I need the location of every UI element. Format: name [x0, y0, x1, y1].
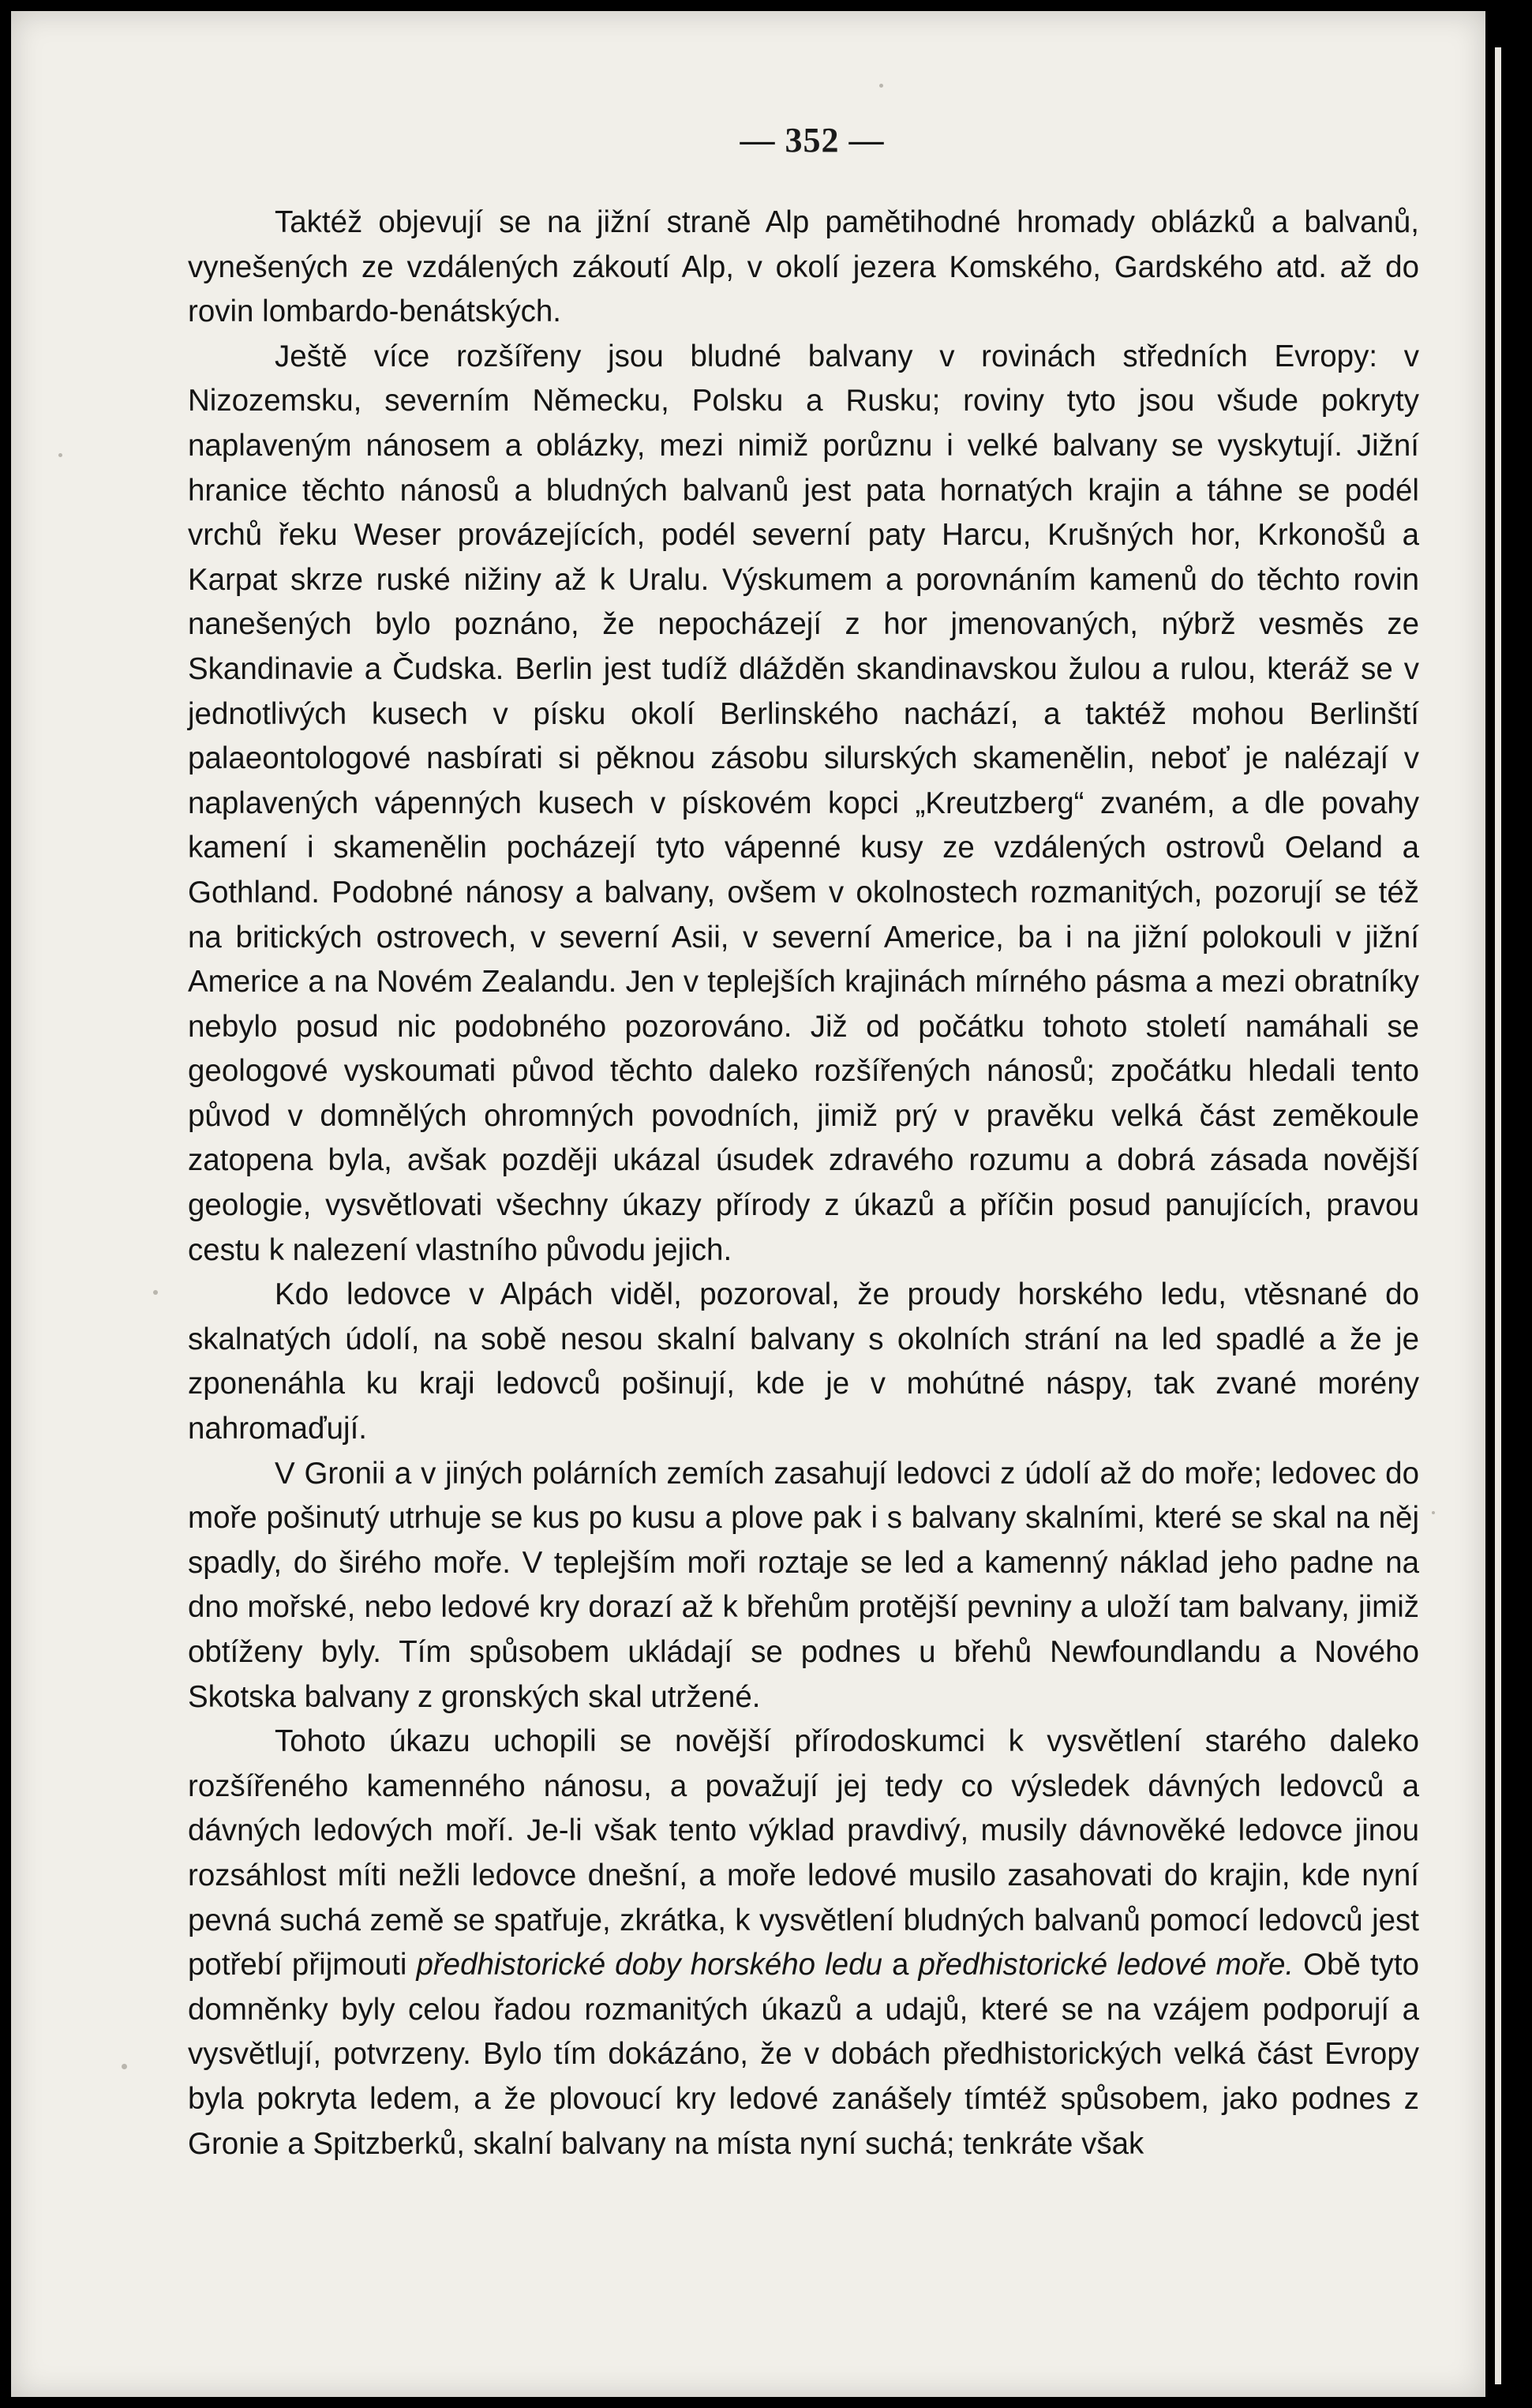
paragraph-text: Obě tyto domněnky byly celou řadou rozmanitých úkazů a udajů, které se na vzájem podporují a vysvětlují, potvrzeny. Bylo tím dokázáno, že v dobách předhistorických velká část Evropy byla pokryta ledem, a že plovoucí kry ledové zanášely tímtéž spůsobem, jako podnes z Gronie a Spitzberků, skalní balvany na místa nyní suchá; tenkráte však	[188, 1948, 1419, 2161]
speck	[153, 1290, 158, 1295]
paragraph	[188, 1720, 1419, 2166]
paragraph: V Gronii a v jiných polárních zemích zasahují ledovci z údolí až do moře; ledovec do moře pošinutý utrhuje se kus po kusu a plove pak i s balvany skalními, které se skal na něj spadly, do širého moře. V teplejším moři roztaje se led a kamenný náklad jeho padne na dno mořské, nebo ledové kry dorazí až k břehům protější pevniny a uloží tam balvany, jimiž obtíženy byly. Tím spůsobem ukládají se podnes u břehů Newfoundlandu a Nového Skotska balvany z gronských skal utržené.	[188, 1456, 1419, 1714]
paragraph: Kdo ledovce v Alpách viděl, pozoroval, že proudy horského ledu, vtěsnané do skalnatých údolí, na sobě nesou skalní balvany s okolních strání na led spadlé a že je zponenáhla ku kraji ledovců pošinují, kde je v mohútné náspy, tak zvané morény nahromaďují.	[188, 1277, 1419, 1446]
speck	[122, 2064, 127, 2069]
paragraph-text: Tohoto úkazu uchopili se novější přírodoskumci k vysvětlení starého daleko rozšířeného kamenného nánosu, a považují jej tedy co výsledek dávných ledovců a dávných ledových moří. Je-li však tento výklad pravdivý, musily dávnověké ledovce jinou rozsáhlost míti nežli ledovce dnešní, a moře ledové musilo zasahovati do krajin, kde nyní pevná suchá země se spatřuje, zkrátka, k vysvětlení bludných balvanů pomocí ledovců jest potřebí přijmouti	[188, 1724, 1419, 1982]
paragraph: Ještě více rozšířeny jsou bludné balvany v rovinách středních Evropy: v Nizozemsku, severním Německu, Polsku a Rusku; roviny tyto jsou všude pokryty naplaveným nánosem a oblázky, mezi nimiž porůznu i velké balvany se vyskytují. Jižní hranice těchto nánosů a bludných balvanů jest pata hornatých krajin a táhne se podél vrchů řeku Weser provázejících, podél severní paty Harcu, Krušných hor, Krkonošů a Karpat skrze ruské nižiny až k Uralu. Výskumem a porovnáním kamenů do těchto rovin nanešených bylo poznáno, že nepocházejí z hor jmenovaných, nýbrž vesměs ze Skandinavie a Čudska. Berlin jest tudíž dlážděn skandinavskou žulou a rulou, kteráž se v jednotlivých kusech v písku okolí Berlinského nachází, a taktéž mohou Berlinští palaeontologové nasbírati si pěknou zásobu silurských skamenělin, neboť je nalézají v naplavených vápenných kusech v pískovém kopci „Kreutzberg“ zvaném, a dle povahy kamení i skamenělin pocházejí tyto vápenné kusy ze vzdálených ostrovů Oeland a Gothland. Podobné nánosy a balvany, ovšem v okolnostech rozmanitých, pozorují se též na britických ostrovech, v severní Asii, v severní Americe, ba i na jižní polokouli v jižní Americe a na Novém Zealandu. Jen v teplejších krajinách mírného pásma a mezi obratníky nebylo posud nic podobného pozorováno. Již od počátku tohoto století namáhali se geologové vyskoumati původ těchto daleko rozšířených nánosů; zpočátku hledali tento původ v domnělých ohromných povodních, jimiž prý v pravěku velká část zeměkoule zatopena byla, avšak později ukázal úsudek zdravého rozumu a dobrá zásada novější geologie, vysvětlovati všechny úkazy přírody z úkazů a příčin posud panujících, pravou cestu k nalezení vlastního původu jejich.	[188, 339, 1419, 1267]
paragraph: Taktéž objevují se na jižní straně Alp pamětihodné hromady oblázků a balvanů, vynešených ze vzdálených zákoutí Alp, v okolí jezera Komského, Gardského atd. až do rovin lombardo-benátských.	[188, 205, 1419, 329]
body-text	[188, 201, 1419, 2166]
book-page	[11, 11, 1485, 2397]
paragraph-text: a	[882, 1948, 919, 1982]
italic-phrase: předhistorické ledové moře.	[918, 1948, 1294, 1982]
speck	[1432, 1511, 1435, 1514]
speck	[58, 453, 62, 457]
next-page-sliver	[1495, 47, 1501, 2384]
italic-phrase: předhistorické doby horského ledu	[416, 1948, 882, 1982]
speck	[879, 84, 883, 88]
page-edge	[1485, 0, 1532, 2408]
page-number: — 352 —	[740, 121, 885, 159]
